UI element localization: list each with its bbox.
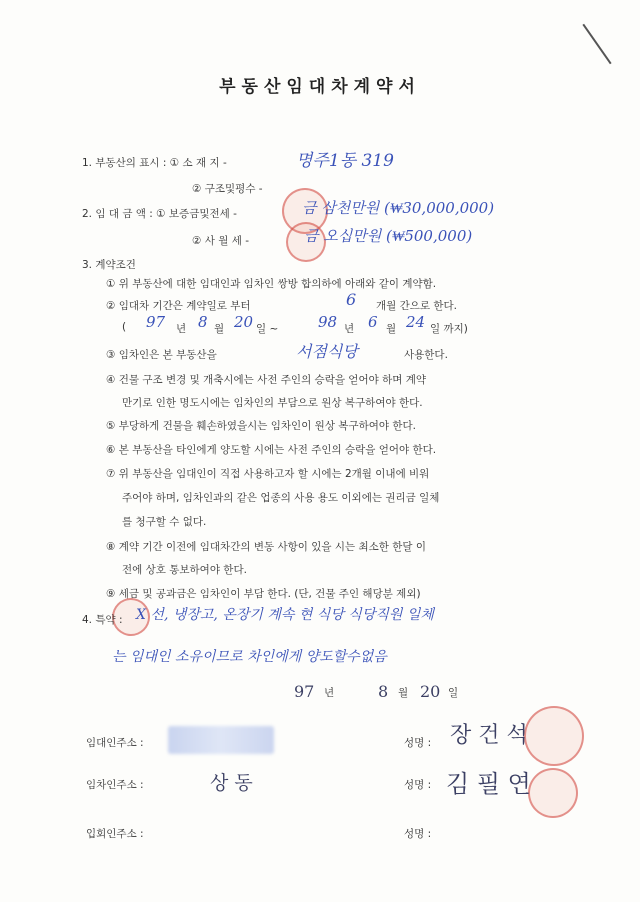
condition-5: ⑤ 부당하게 건물을 훼손하였을시는 임차인이 원상 복구하여야 한다.: [106, 420, 416, 432]
location-value: 명주1동 319: [296, 151, 394, 171]
contract-year-unit: 년: [324, 687, 335, 699]
deposit-value: 금 삼천만원 (₩30,000,000): [302, 199, 495, 217]
section1-label: 1. 부동산의 표시 : ① 소 재 지 -: [82, 157, 227, 169]
condition-4: ④ 건물 구조 변경 및 개축시에는 사전 주인의 승락을 얻어야 하며 계약: [106, 374, 426, 386]
condition-3-tail: 사용한다.: [404, 349, 448, 361]
start-month: 8: [198, 313, 208, 331]
contract-day: 20: [420, 682, 441, 701]
contract-day-unit: 일: [448, 687, 459, 699]
lessor-name: 장 건 석: [450, 723, 528, 748]
period-open: (: [122, 321, 127, 333]
start-month-unit: 월: [214, 323, 225, 335]
witness-address-label: 입회인주소 :: [86, 828, 144, 840]
contract-month: 8: [378, 682, 389, 701]
condition-3: ③ 임차인은 본 부동산을: [106, 349, 217, 361]
lessor-address-redacted: [168, 726, 274, 754]
contract-year: 97: [294, 682, 315, 701]
end-day-unit: 일 까지): [430, 323, 468, 335]
monthly-rent-label: ② 사 월 세 -: [192, 235, 249, 247]
contract-month-unit: 월: [398, 687, 409, 699]
pen-mark: [582, 24, 611, 64]
condition-7: ⑦ 위 부동산을 임대인이 직접 사용하고자 할 시에는 2개월 이내에 비워: [106, 468, 430, 480]
end-year-unit: 년: [344, 323, 355, 335]
condition-8-cont: 전에 상호 통보하여야 한다.: [122, 564, 247, 576]
condition-7-end: 를 청구할 수 없다.: [122, 516, 207, 528]
end-day: 24: [406, 313, 426, 331]
structure-label: ② 구조및평수 -: [192, 183, 263, 195]
condition-7-cont: 주어야 하며, 임차인과의 같은 업종의 사용 용도 이외에는 권리금 일체: [122, 492, 440, 504]
witness-name-label: 성명 :: [404, 828, 432, 840]
condition-9: ⑨ 세금 및 공과금은 임차인이 부담 한다. (단, 건물 주인 해당분 제외): [106, 588, 421, 600]
lessee-address: 상 동: [210, 772, 253, 794]
monthly-rent-value: 금 오십만원 (₩500,000): [304, 227, 473, 245]
condition-4-cont: 만기로 인한 명도시에는 임차인의 부담으로 원상 복구하여야 한다.: [122, 397, 423, 409]
lessor-address-label: 임대인주소 :: [86, 737, 144, 749]
condition-6: ⑥ 본 부동산을 타인에게 양도할 시에는 사전 주인의 승락을 얻어야 한다.: [106, 444, 437, 456]
condition-2-tail: 개월 간으로 한다.: [376, 300, 458, 312]
start-day: 20: [234, 313, 254, 331]
lessee-address-label: 임차인주소 :: [86, 779, 144, 791]
section2-label: 2. 임 대 금 액 : ① 보증금및전세 -: [82, 208, 237, 220]
end-month: 6: [368, 313, 378, 331]
condition-1: ① 위 부동산에 대한 임대인과 임차인 쌍방 합의하에 아래와 같이 계약함.: [106, 278, 437, 290]
special-terms-line1: X 선, 냉장고, 온장기 계속 현 식당 식당직원 일체: [136, 607, 434, 623]
condition-8: ⑧ 계약 기간 이전에 임대차간의 변동 사항이 있을 시는 최소한 한달 이: [106, 541, 426, 553]
lessee-seal: [528, 768, 578, 818]
use-purpose: 서점식당: [296, 342, 358, 361]
end-year: 98: [318, 313, 338, 331]
start-day-unit: 일 ~: [256, 323, 279, 335]
start-year: 97: [146, 313, 166, 331]
end-month-unit: 월: [386, 323, 397, 335]
document-title: 부동산임대차계약서: [219, 77, 421, 97]
section4-label: 4. 특약 :: [82, 614, 123, 626]
lessee-name-label: 성명 :: [404, 779, 432, 791]
lessor-name-label: 성명 :: [404, 737, 432, 749]
condition-2: ② 임대차 기간은 계약일로 부터: [106, 300, 251, 312]
lessee-name: 김 필 연: [446, 770, 531, 798]
section3-label: 3. 계약조건: [82, 259, 136, 271]
special-terms-line2: 는 임대인 소유이므로 차인에게 양도할수없음: [112, 649, 387, 665]
period-months: 6: [346, 290, 357, 309]
lessor-seal: [524, 706, 584, 766]
start-year-unit: 년: [176, 323, 187, 335]
